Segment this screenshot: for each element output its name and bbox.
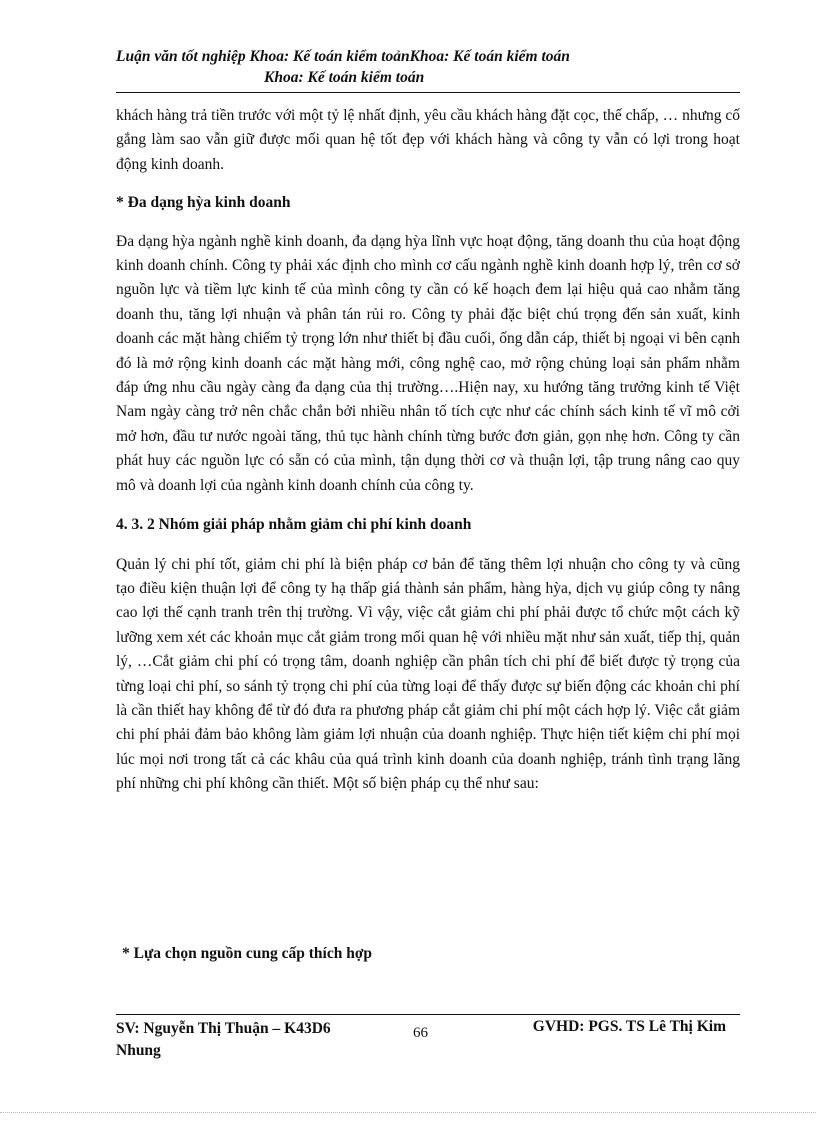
- page-footer: [116, 1014, 740, 1063]
- header-title-line-1: Luận văn tốt nghiệp Khoa: Kế toán kiểm toảnKhoa: Kế toán kiểm toán: [116, 48, 570, 65]
- page-bottom-divider: [0, 1112, 816, 1113]
- page-number: 66: [413, 1025, 428, 1041]
- footer-student: [116, 1018, 331, 1062]
- heading-diversify-business: * Đa dạng hỳa kinh doanh: [116, 194, 291, 212]
- page-header: [116, 44, 740, 93]
- paragraph-diversification: Đa dạng hỳa ngành nghề kinh doanh, đa dạng hỳa lĩnh vực hoạt động, tăng doanh thu của hoạt động kinh doanh chính. Công ty phải xác định cho mình cơ cấu ngành nghề kinh doanh hợp lý, trên cơ sở nguồn lực và tiềm lực kinh tế của mình công ty cần có kế hoạch đem lại hiệu quả cao nhằm tăng doanh thu, tăng lợi nhuận và phân tán rủi ro. Công ty phải đặc biệt chú trọng đến sản xuất, kinh doanh các mặt hàng chiếm tỷ trọng lớn như thiết bị đầu cuối, ống dẫn cáp, thiết bị ngoại vi bên cạnh đó là mở rộng kinh doanh các mặt hàng mới, công nghệ cao, mở rộng chủng loại sản phẩm nhằm đáp ứng nhu cầu ngày càng đa dạng của thị trường….Hiện nay, xu hướng tăng trưởng kinh tế Việt Nam ngày càng trở nên chắc chắn bởi nhiều nhân tố tích cực như các chính sách kinh tế vĩ mô cởi mở hơn, đầu tư nước ngoài tăng, thủ tục hành chính từng bước đơn giản, gọn nhẹ hơn. Công ty cần phát huy các nguồn lực có sẵn có của mình, tận dụng thời cơ và thuận lợi, tập trung nâng cao quy mô và doanh lợi của ngành kinh doanh chính của công ty.: [116, 232, 740, 494]
- heading-cost-reduction: 4. 3. 2 Nhóm giải pháp nhằm giảm chi phí kinh doanh: [116, 516, 472, 534]
- paragraph-cost-management: Quản lý chi phí tốt, giảm chi phí là biện pháp cơ bản để tăng thêm lợi nhuận cho công ty và cũng tạo điều kiện thuận lợi để công ty hạ thấp giá thành sản phẩm, hàng hỳa, dịch vụ giúp công ty nâng cao lợi thế cạnh tranh trên thị trường. Vì vậy, việc cắt giảm chi phí phải được tổ chức một cách kỹ lưỡng xem xét các khoản mục cắt giảm trong mối quan hệ với nhiều mặt như sản xuất, tiếp thị, quản lý, …Cắt giảm chi phí có trọng tâm, doanh nghiệp cần phân tích chi phí để biết được tỷ trọng của từng loại chi phí, so sánh tỷ trọng chi phí của từng loại để thấy được sự biến động các khoản chi phí là cần thiết hay không để từ đó đưa ra phương pháp cắt giảm chi phí một cách hợp lý. Việc cắt giảm chi phí phải đảm bảo không làm giảm lợi nhuận của doanh nghiệp. Thực hiện tiết kiệm chi phí mọi lúc mọi nơi trong tất cả các khâu của quá trình kinh doanh của doanh nghiệp, tránh tình trạng lãng phí những chi phí không cần thiết. Một số biện pháp cụ thể như sau:: [116, 555, 740, 793]
- footer-advisor: GVHD: PGS. TS Lê Thị Kim: [532, 1018, 726, 1035]
- heading-select-supplier: * Lựa chọn nguồn cung cấp thích hợp: [122, 945, 373, 962]
- footer-student-line-2: Nhung: [116, 1042, 161, 1059]
- document-body: [116, 104, 740, 797]
- footer-student-line-1: SV: Nguyễn Thị Thuận – K43D6: [116, 1020, 331, 1037]
- paragraph-customer-payment: khách hàng trả tiền trước với một tỷ lệ nhất định, yêu cầu khách hàng đặt cọc, thế chấp, … nhưng cố gắng làm sao vẫn giữ được mối quan hệ tốt đẹp với khách hàng và công ty vẫn có lợi trong hoạt động kinh doanh.: [116, 107, 740, 173]
- header-title-line-2: Khoa: Kế toán kiểm toán: [264, 69, 425, 86]
